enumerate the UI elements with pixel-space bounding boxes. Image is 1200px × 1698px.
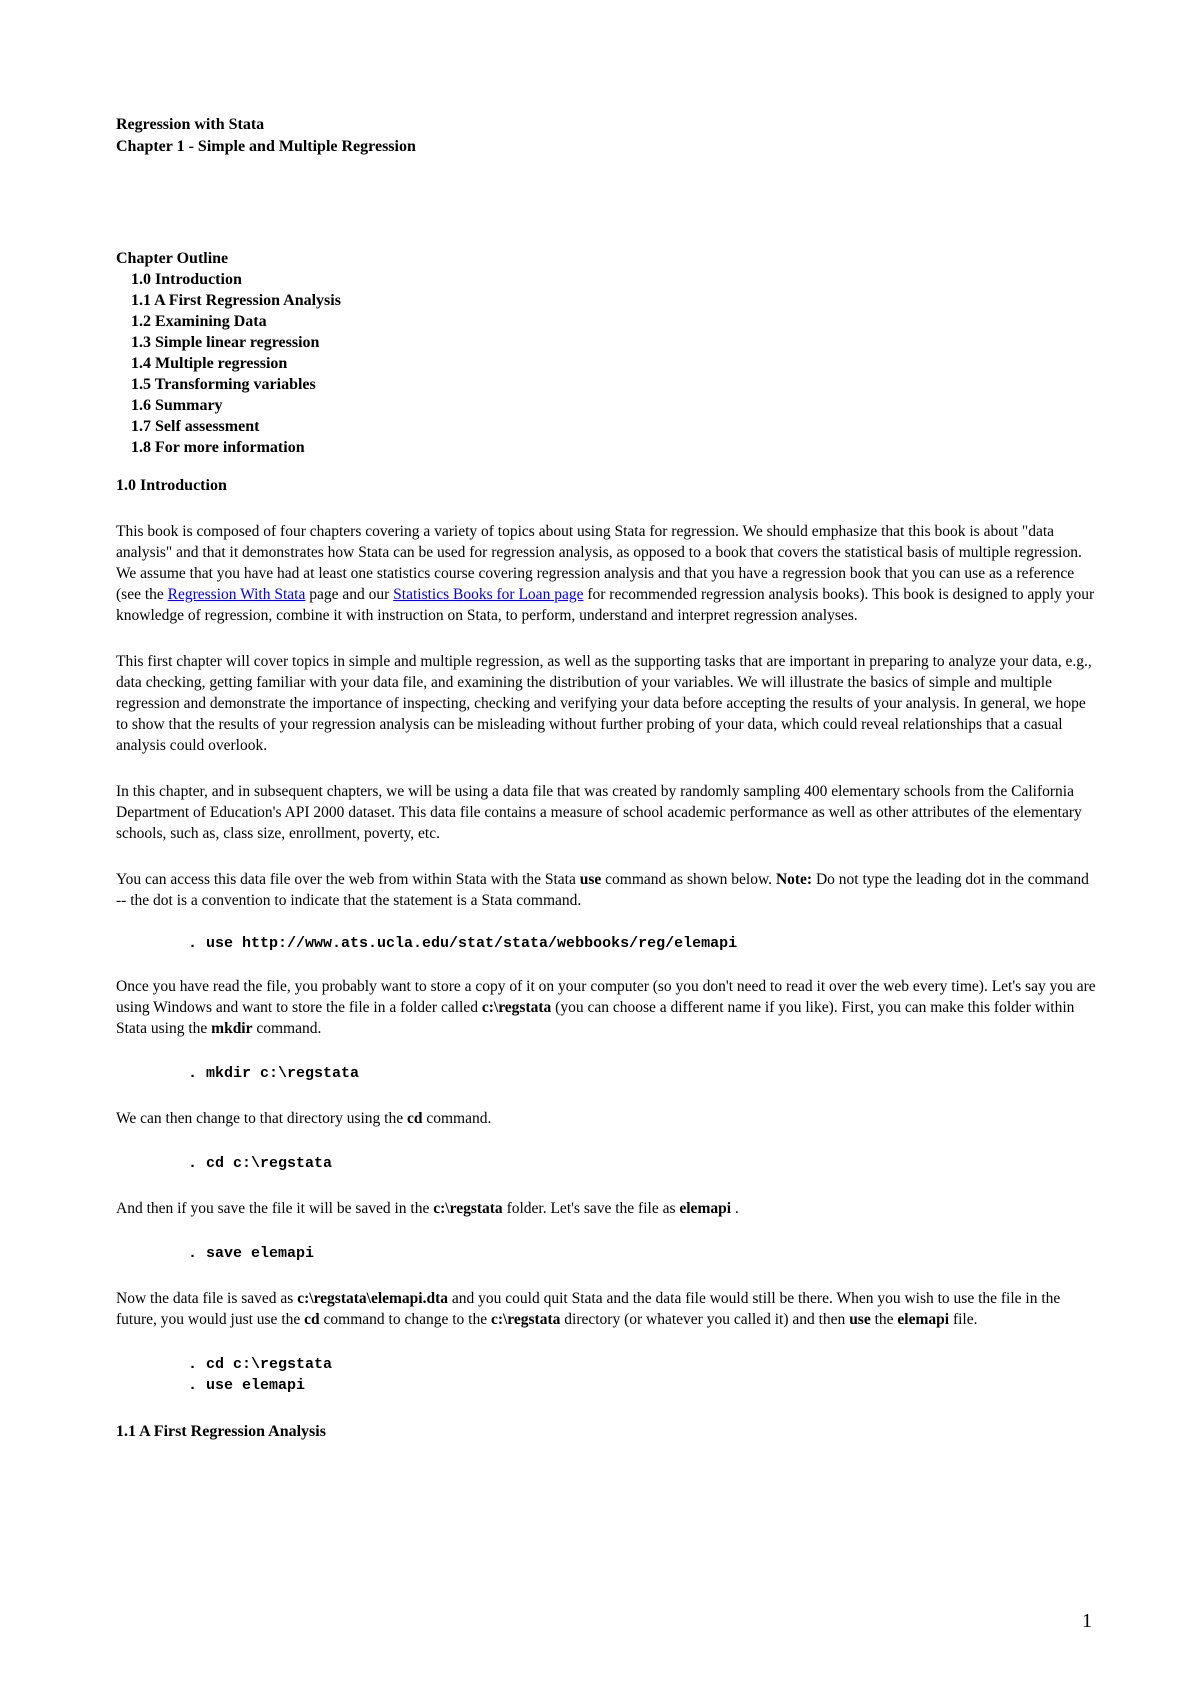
chapter-outline — [116, 248, 1096, 458]
keyword-mkdir: mkdir — [211, 1020, 253, 1037]
text-run: for recommended regression analysis books). This book is designed to apply your knowledge of regression, combine it with instruction on Stata, to perform, understand and interpret regression analyses. — [116, 586, 1095, 624]
code-mkdir: . mkdir c:\regstata — [188, 1065, 360, 1082]
book-title: Regression with Stata — [116, 116, 265, 133]
outline-item-1-3: 1.3 Simple linear regression — [131, 334, 320, 351]
intro-paragraph-1 — [116, 521, 1096, 626]
outline-item-1-2: 1.2 Examining Data — [131, 313, 267, 330]
code-cd: . cd c:\regstata — [188, 1155, 333, 1172]
intro-paragraph-3: In this chapter, and in subsequent chapters, we will be using a data file that was created by randomly sampling 400 elementary schools from the California Department of Education's API 2000 dataset. This data file contains a measure of school academic performance as well as other attributes of the elementary schools, such as, class size, enrollment, poverty, etc. — [116, 783, 1082, 842]
code-line: . use elemapi — [188, 1377, 306, 1394]
section-heading-first-regression: 1.1 A First Regression Analysis — [116, 1423, 326, 1440]
text-run: Now the data file is saved as — [116, 1290, 298, 1307]
text-run: command as shown below. — [601, 871, 776, 888]
outline-item-1-6: 1.6 Summary — [131, 397, 223, 414]
chapter-title: Chapter 1 - Simple and Multiple Regression — [116, 138, 416, 155]
intro-paragraph-8 — [116, 1288, 1096, 1330]
text-run: Do not type the leading dot in the command -- the dot is a convention to indicate that the statement is a Stata command. — [116, 871, 1089, 909]
regression-with-stata-link[interactable]: Regression With Stata — [167, 586, 306, 603]
intro-paragraph-5 — [116, 976, 1096, 1039]
text-run: page and our — [305, 586, 394, 603]
keyword-use: use — [849, 1311, 871, 1328]
code-save: . save elemapi — [188, 1245, 315, 1262]
section-heading-introduction: 1.0 Introduction — [116, 477, 227, 494]
outline-item-1-8: 1.8 For more information — [131, 439, 305, 456]
text-run: We can then change to that directory using the — [116, 1110, 407, 1127]
folder-path: c:\regstata — [481, 999, 552, 1016]
text-run: and you could quit Stata and the data file would still be there. When you wish to use the file in the future, you would just use the — [116, 1290, 1061, 1328]
text-run: file. — [949, 1311, 978, 1328]
text-run: (you can choose a different name if you like). First, you can make this folder within Stata using the — [116, 999, 1075, 1037]
page-number: 1 — [1082, 1610, 1092, 1632]
folder-path: c:\regstata — [433, 1200, 503, 1217]
keyword-use: use — [579, 871, 602, 888]
text-run: Once you have read the file, you probably want to store a copy of it on your computer (so you don't need to read it over the web every time). Let's say you are using Windows and want to store the file in a folder called — [116, 978, 1096, 1016]
text-run: command. — [252, 1020, 322, 1037]
outline-item-1-7: 1.7 Self assessment — [131, 418, 260, 435]
text-run: directory (or whatever you called it) and then — [560, 1311, 850, 1328]
intro-paragraph-4 — [116, 869, 1096, 911]
file-name: elemapi — [897, 1311, 950, 1328]
outline-list — [116, 269, 1096, 458]
intro-paragraph-2: This first chapter will cover topics in simple and multiple regression, as well as the supporting tasks that are important in preparing to analyze your data, e.g., data checking, getting familiar with your data file, and examining the distribution of your variables. We will illustrate the basics of simple and multiple regression and demonstrate the importance of inspecting, checking and verifying your data before accepting the results of your analysis. In general, we hope to show that the results of your regression analysis can be misleading without further probing of your data, which could reveal relationships that a casual analysis could overlook. — [116, 653, 1092, 754]
text-run: command. — [422, 1110, 492, 1127]
statistics-books-link[interactable]: Statistics Books for Loan page — [393, 586, 584, 603]
file-path: c:\regstata\elemapi.dta — [297, 1290, 449, 1307]
outline-title: Chapter Outline — [116, 250, 229, 267]
intro-paragraph-6 — [116, 1108, 1096, 1129]
text-run: You can access this data file over the web from within Stata with the Stata — [116, 871, 580, 888]
intro-paragraph-7 — [116, 1198, 1096, 1219]
text-run: the — [870, 1311, 898, 1328]
note-label: Note: — [775, 871, 813, 888]
code-use-url: . use http://www.ats.ucla.edu/stat/stata/webbooks/reg/elemapi — [188, 935, 738, 952]
code-cd-use — [116, 1354, 1096, 1396]
outline-item-1-0: 1.0 Introduction — [131, 271, 242, 288]
outline-item-1-5: 1.5 Transforming variables — [131, 376, 316, 393]
text-run: And then if you save the file it will be saved in the — [116, 1200, 434, 1217]
text-run: folder. Let's save the file as — [502, 1200, 680, 1217]
text-run: command to change to the — [319, 1311, 491, 1328]
keyword-cd: cd — [304, 1311, 320, 1328]
file-name: elemapi — [679, 1200, 732, 1217]
code-line: . cd c:\regstata — [188, 1356, 333, 1373]
keyword-cd: cd — [407, 1110, 423, 1127]
text-run: This book is composed of four chapters covering a variety of topics about using Stata for regression. We should emphasize that this book is about "data analysis" and that it demonstrates how Stata can be used for regression analysis, as opposed to a book that covers the statistical basis of multiple regression. We assume that you have had at least one statistics course covering regression analysis and that you have a regression book that you can use as a reference (see the — [116, 523, 1082, 603]
document-content — [116, 114, 1096, 1442]
folder-path: c:\regstata — [490, 1311, 561, 1328]
outline-item-1-1: 1.1 A First Regression Analysis — [131, 292, 341, 309]
outline-item-1-4: 1.4 Multiple regression — [131, 355, 288, 372]
text-run: . — [731, 1200, 739, 1217]
